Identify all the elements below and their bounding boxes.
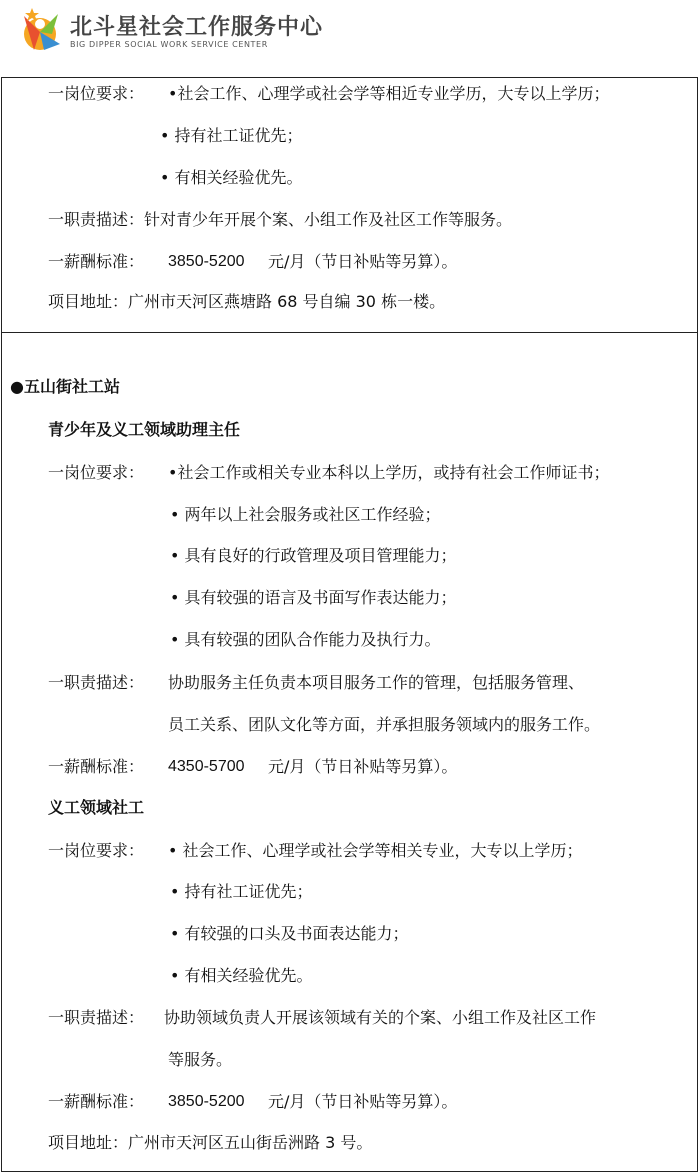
salary-label: 一薪酬标准： [48, 1092, 145, 1111]
salary-unit: 元/月（节日补贴等另算）。 [268, 1092, 458, 1111]
salary-unit: 元/月（节日补贴等另算）。 [268, 757, 458, 776]
job-title: 青少年及义工领域助理主任 [48, 420, 241, 439]
req-item: •社会工作或相关专业本科以上学历，或持有社会工作师证书； [168, 463, 610, 482]
req-item: • 两年以上社会服务或社区工作经验； [170, 505, 441, 524]
duty-text: 等服务。 [168, 1050, 233, 1069]
section-box-2 [1, 332, 698, 1172]
salary-label: 一薪酬标准： [48, 757, 145, 776]
req-item: • 社会工作、心理学或社会学等相关专业，大专以上学历； [168, 841, 583, 860]
duty-label: 一职责描述： [48, 210, 145, 229]
req-item: • 有相关经验优先。 [160, 168, 303, 187]
duty-text: 协助服务主任负责本项目服务工作的管理，包括服务管理、 [168, 673, 585, 692]
project-address: 项目地址：广州市天河区燕塘路 68 号自编 30 栋一楼。 [48, 292, 446, 311]
duty-text: 员工关系、团队文化等方面，并承担服务领域内的服务工作。 [168, 715, 601, 734]
duty-label: 一职责描述： [48, 673, 145, 692]
req-item: • 具有较强的语言及书面写作表达能力； [170, 588, 457, 607]
page-header [0, 0, 700, 78]
req-item: • 有较强的口头及书面表达能力； [170, 924, 409, 943]
req-item: • 具有良好的行政管理及项目管理能力； [170, 546, 457, 565]
req-label: 一岗位要求： [48, 463, 145, 482]
req-item: •社会工作、心理学或社会学等相近专业学历，大专以上学历； [168, 84, 610, 103]
req-label: 一岗位要求： [48, 841, 145, 860]
salary-label: 一薪酬标准： [48, 252, 145, 271]
salary-value: 3850-5200 [168, 253, 245, 270]
salary-value: 4350-5700 [168, 758, 245, 775]
duty-text: 针对青少年开展个案、小组工作及社区工作等服务。 [144, 210, 513, 229]
req-item: • 有相关经验优先。 [170, 966, 313, 985]
org-name-cn: 北斗星社会工作服务中心 [70, 15, 324, 40]
req-label: 一岗位要求： [48, 84, 145, 103]
req-item: • 持有社工证优先； [160, 126, 303, 145]
req-item: • 具有较强的团队合作能力及执行力。 [170, 630, 441, 649]
station-title: ●五山街社工站 [10, 377, 120, 396]
req-item: • 持有社工证优先； [170, 882, 313, 901]
project-address: 项目地址：广州市天河区五山街岳洲路 3 号。 [48, 1133, 373, 1152]
salary-unit: 元/月（节日补贴等另算）。 [268, 252, 458, 271]
big-dipper-logo-icon [14, 4, 66, 56]
salary-value: 3850-5200 [168, 1093, 245, 1110]
org-name-en: BIG DIPPER SOCIAL WORK SERVICE CENTER [70, 40, 268, 49]
duty-text: 协助领域负责人开展该领域有关的个案、小组工作及社区工作 [164, 1008, 597, 1027]
job-title: 义工领域社工 [48, 798, 145, 817]
duty-label: 一职责描述： [48, 1008, 145, 1027]
